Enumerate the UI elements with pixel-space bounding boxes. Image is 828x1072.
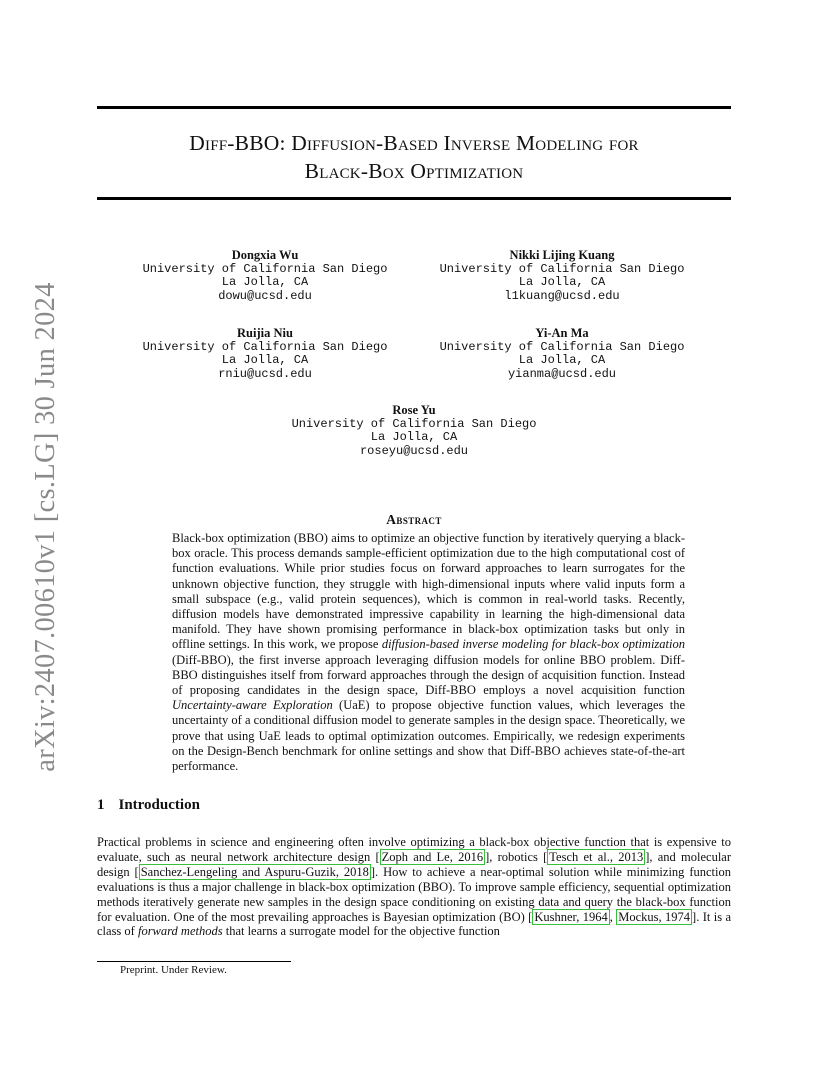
author-location: La Jolla, CA [518, 275, 606, 289]
author-block [264, 404, 564, 458]
intro-paragraph [97, 835, 731, 939]
footnote: Preprint. Under Review. [120, 964, 227, 976]
abstract-emphasis: Uncertainty-aware Exploration [172, 698, 333, 713]
title-line-1: Diff-BBO: Diffusion-Based Inverse Modeling for [189, 131, 639, 155]
intro-text: , [609, 909, 617, 924]
citation-link[interactable]: Mockus, 1974 [618, 909, 691, 924]
section-number: 1 [97, 797, 105, 813]
author-block [115, 249, 415, 303]
citation-link[interactable]: Tesch et al., 2013 [549, 849, 644, 864]
author-name: Ruijia Niu [237, 326, 293, 340]
title-line-2: Black-Box Optimization [304, 159, 524, 183]
author-affiliation: University of California San Diego [142, 339, 388, 354]
author-email[interactable]: yianma@ucsd.edu [507, 366, 617, 381]
author-email[interactable]: rniu@ucsd.edu [218, 366, 312, 381]
abstract-text: (Diff-BBO), the first inverse approach leveraging diffusion models for online BBO problem. Diff-BBO distinguishes itself from forward approaches through the design of acquisition function. Instead of proposing candidates in the design space, Diff-BBO employs a novel acquisition function [172, 652, 685, 698]
author-email[interactable]: roseyu@ucsd.edu [359, 443, 469, 458]
author-location: La Jolla, CA [221, 275, 309, 289]
author-name: Nikki Lijing Kuang [509, 248, 615, 262]
author-block [115, 327, 415, 381]
author-email[interactable]: l1kuang@ucsd.edu [504, 288, 620, 303]
author-location: La Jolla, CA [221, 353, 309, 367]
abstract-text: Black-box optimization (BBO) aims to optimize an objective function by iteratively querying a black-box oracle. This process demands sample-efficient optimization due to the high computational cost of function evaluations. While prior studies focus on forward approaches to learn surrogates for the unknown objective function, they struggle with high-dimensional inputs where valid inputs form a small subspace (e.g., valid protein sequences), which is common in real-world tasks. Recently, diffusion models have demonstrated impressive capability in learning the high-dimensional data manifold. They have shown promising performance in black-box optimization tasks but only in offline settings. In this work, we propose [172, 531, 685, 652]
paper-title [97, 129, 731, 185]
abstract-body [172, 531, 685, 774]
author-block [412, 327, 712, 381]
footnote-rule [97, 961, 291, 962]
abstract-emphasis: diffusion-based inverse modeling for black-box optimization [381, 637, 685, 652]
citation-link[interactable]: Kushner, 1964 [534, 909, 608, 924]
abstract-heading: Abstract [386, 512, 442, 527]
author-affiliation: University of California San Diego [439, 339, 685, 354]
author-affiliation: University of California San Diego [142, 261, 388, 276]
arxiv-identifier: arXiv:2407.00610v1 [cs.LG] 30 Jun 2024 [30, 282, 61, 772]
author-name: Dongxia Wu [231, 248, 299, 262]
author-name: Rose Yu [392, 403, 436, 417]
author-name: Yi-An Ma [535, 326, 589, 340]
section-title: Introduction [118, 797, 200, 813]
citation-link[interactable]: Sanchez-Lengeling and Aspuru-Guzik, 2018 [140, 864, 369, 879]
author-email[interactable]: dowu@ucsd.edu [218, 288, 312, 303]
author-affiliation: University of California San Diego [439, 261, 685, 276]
intro-text: ], and molecular design [ [97, 849, 731, 879]
author-block [412, 249, 712, 303]
intro-text: ], robotics [ [485, 849, 548, 864]
title-top-rule [97, 106, 731, 109]
section-heading [97, 797, 200, 814]
intro-emphasis: forward methods [137, 924, 223, 939]
author-location: La Jolla, CA [370, 430, 458, 444]
intro-text: Practical problems in science and engineering often involve optimizing a black-box objective function that is expensive to evaluate, such as neural network architecture design [ [97, 835, 731, 864]
author-affiliation: University of California San Diego [291, 416, 537, 431]
citation-link[interactable]: Zoph and Le, 2016 [381, 849, 484, 864]
title-bottom-rule [97, 197, 731, 200]
abstract-text: (UaE) to propose objective function values, which leverages the uncertainty of a conditional diffusion model to generate samples in the design space. Theoretically, we prove that using UaE leads to optimal optimization outcomes. Empirically, we redesign experiments on the Design-Bench benchmark for online settings and show that Diff-BBO achieves state-of-the-art performance. [172, 698, 686, 774]
intro-text: ]. How to achieve a near-optimal solution while minimizing function evaluations is thus a major challenge in black-box optimization (BBO). To improve sample efficiency, sequential optimization methods iteratively generate new samples in the design space conditioning on existing data and query the black-box function for evaluation. One of the most prevailing approaches is Bayesian optimization (BO) [ [97, 864, 731, 924]
author-location: La Jolla, CA [518, 353, 606, 367]
intro-text: that learns a surrogate model for the objective function [222, 924, 500, 939]
intro-text: ]. It is a class of [97, 909, 732, 939]
